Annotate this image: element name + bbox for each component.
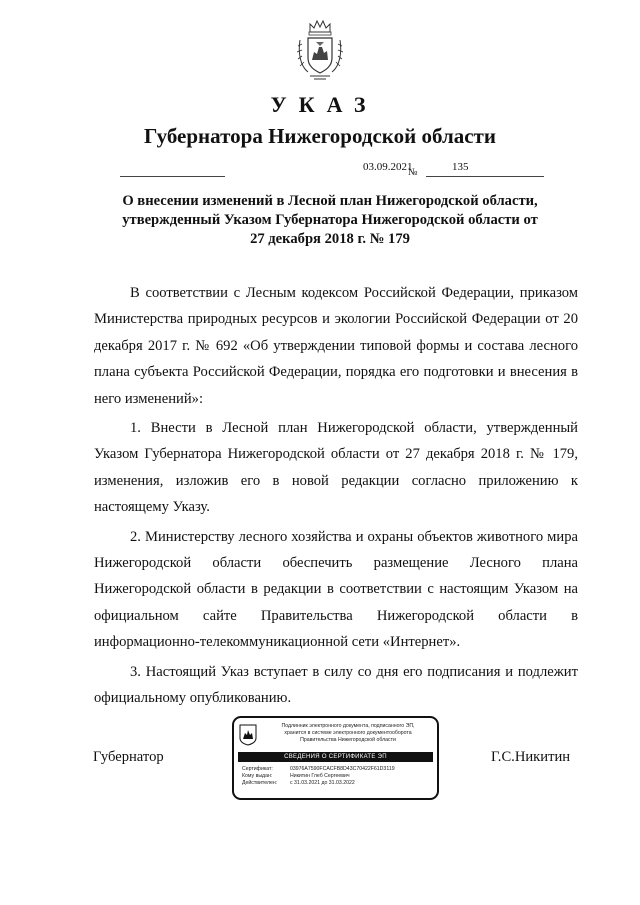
signatory-role: Губернатор [93,749,164,765]
stamp-certificate-row [242,766,434,773]
paragraph-item-2: 2. Министерству лесного хозяйства и охраны объектов животного мира Нижегородской области обеспечить размещение Лесного плана Нижегородской области в редакции в соответствии с настоящим Указом на официальном сайте Правительства Нижегородской области в информационно-телекоммуникационной сети «Интернет». [94,528,578,651]
document-heading: О внесении изменений в Лесной план Нижегородской области, утвержденный Указом Губернатора Нижегородской области от 27 декабря 2018 г. № 179 [122,193,538,247]
electronic-signature-stamp [232,716,439,800]
paragraph-item-3: 3. Настоящий Указ вступает в силу со дня его подписания и подлежит официальному опубликованию. [94,663,578,707]
document-title: УКАЗ [270,92,378,117]
number-sign: № [408,167,418,178]
registration-line-left [120,176,225,177]
stamp-validity-row [242,780,434,787]
coat-of-arms-icon [296,14,344,82]
certificate-value: 03976A7590FCACFB8D43C70422F61D3119 [290,766,395,772]
stamp-details [242,766,434,788]
paragraph-preamble: В соответствии с Лесным кодексом Российской Федерации, приказом Министерства природных ресурсов и экологии Российской Федерации от 20 декабря 2017 г. № 692 «Об утверждении типовой формы и состава лесного плана субъекта Российской Федерации, порядка его подготовки и внесения в него изменений»: [94,285,578,407]
stamp-header-line: Правительства Нижегородской области [300,737,396,743]
validity-label: Действителен: [242,780,278,787]
document-subtitle: Губернатора Нижегородской области [144,124,496,148]
stamp-header-line: Подлинник электронного документа, подписанного ЭП, [281,723,415,729]
owner-value: Никитин Глеб Сергеевич [290,773,350,780]
document-date: 03.09.2021 [363,161,413,173]
stamp-certificate-bar: СВЕДЕНИЯ О СЕРТИФИКАТЕ ЭП [238,752,433,762]
signatory-name: Г.С.Никитин [491,749,571,765]
document-body [94,280,578,712]
stamp-header-line: хранится в системе электронного документооборота [284,730,412,736]
document-number: 135 [452,161,469,173]
registration-line-right [426,176,544,177]
stamp-header [261,723,435,744]
owner-label: Кому выдан: [242,773,273,780]
validity-value: с 31.03.2021 до 31.03.2022 [290,780,355,787]
paragraph-item-1: 1. Внести в Лесной план Нижегородской области, утвержденный Указом Губернатора Нижегородской области от 27 декабря 2018 г. № 179, изменения, изложив его в новой редакции согласно приложению к настоящему Указу. [94,420,578,516]
stamp-emblem-icon [239,724,257,746]
certificate-label: Сертификат: [242,766,273,772]
